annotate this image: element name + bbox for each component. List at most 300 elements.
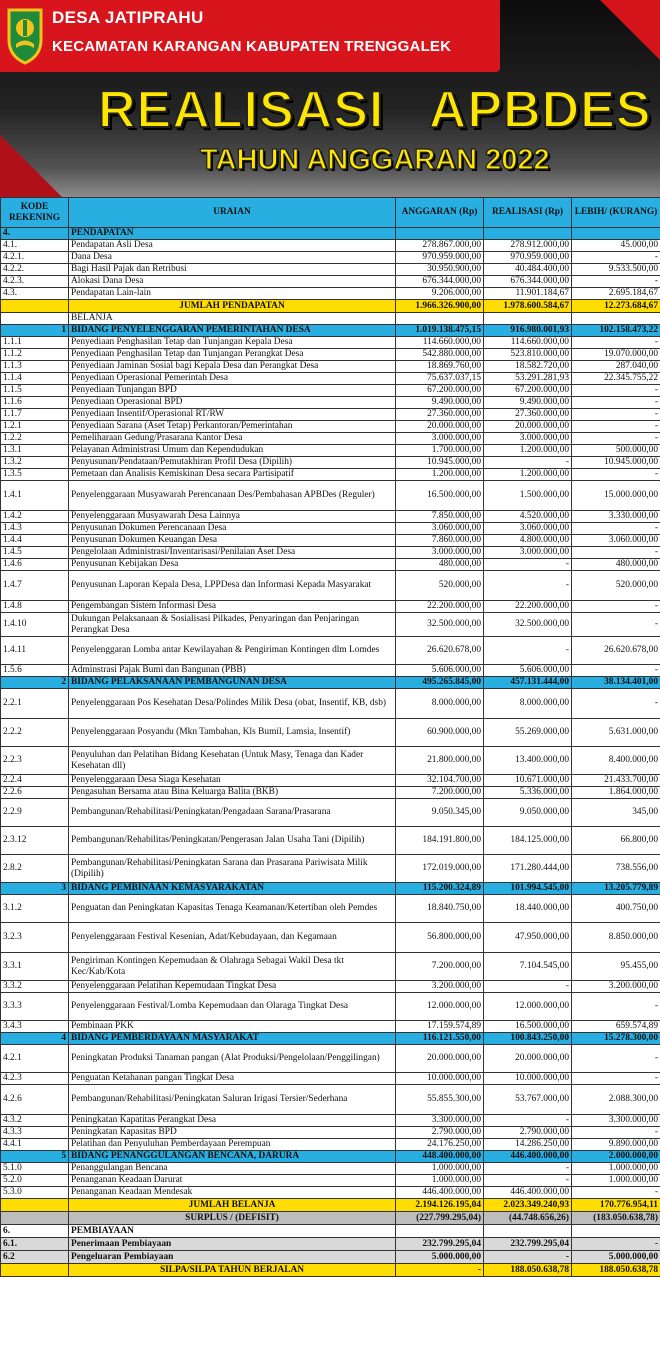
cell-realisasi: 47.950.000,00 bbox=[484, 923, 572, 953]
table-row bbox=[1, 747, 660, 775]
table-row bbox=[1, 397, 660, 409]
cell-kode: 3.4.3 bbox=[1, 1021, 69, 1033]
table-row bbox=[1, 1264, 660, 1277]
cell-lebih-kurang: 2.000.000,00 bbox=[572, 1151, 660, 1163]
cell-kode bbox=[1, 1199, 69, 1212]
cell-lebih-kurang: 8.850.000,00 bbox=[572, 923, 660, 953]
cell-anggaran: 32.500.000,00 bbox=[396, 613, 484, 637]
cell-anggaran: - bbox=[396, 1264, 484, 1277]
cell-realisasi: 53.291.281,93 bbox=[484, 373, 572, 385]
table-row bbox=[1, 637, 660, 665]
cell-kode: 6.2 bbox=[1, 1251, 69, 1264]
cell-uraian: Pembinaan PKK bbox=[69, 1021, 396, 1033]
table-row bbox=[1, 953, 660, 981]
table-row bbox=[1, 373, 660, 385]
cell-uraian: Penanganan Keadaan Mendesak bbox=[69, 1187, 396, 1199]
cell-anggaran: 20.000.000,00 bbox=[396, 421, 484, 433]
cell-uraian: BIDANG PENYELENGGARAN PEMERINTAHAN DESA bbox=[69, 325, 396, 337]
table-row bbox=[1, 787, 660, 799]
table-row bbox=[1, 1139, 660, 1151]
cell-uraian: SURPLUS / (DEFISIT) bbox=[69, 1212, 396, 1225]
cell-realisasi bbox=[484, 1225, 572, 1238]
cell-anggaran: 17.159.574,89 bbox=[396, 1021, 484, 1033]
cell-realisasi: 970.959.000,00 bbox=[484, 252, 572, 264]
table-row bbox=[1, 1163, 660, 1175]
header-uraian: URAIAN bbox=[69, 198, 396, 228]
cell-kode: 3 bbox=[1, 883, 69, 895]
cell-kode: 1.4.2 bbox=[1, 511, 69, 523]
cell-lebih-kurang: - bbox=[572, 337, 660, 349]
cell-realisasi: 5.336.000,00 bbox=[484, 787, 572, 799]
cell-uraian: Penyelenggaraan Musyawarah Perencanaan Des/Pembahasan APBDes (Reguler) bbox=[69, 481, 396, 511]
table-row bbox=[1, 535, 660, 547]
cell-uraian: Penyediaan Penghasilan Tetap dan Tunjangan Kepala Desa bbox=[69, 337, 396, 349]
table-body bbox=[1, 228, 660, 1277]
cell-lebih-kurang: 5.631.000,00 bbox=[572, 719, 660, 747]
cell-lebih-kurang: 2.695.184,67 bbox=[572, 288, 660, 300]
cell-lebih-kurang: - bbox=[572, 689, 660, 719]
table-row bbox=[1, 923, 660, 953]
cell-anggaran: 1.000.000,00 bbox=[396, 1175, 484, 1187]
cell-uraian: Penyusunan/Pendataan/Pemutakhiran Profil Desa (Dipilih) bbox=[69, 457, 396, 469]
cell-lebih-kurang: 1.000.000,00 bbox=[572, 1163, 660, 1175]
cell-kode: 1.2.2 bbox=[1, 433, 69, 445]
cell-lebih-kurang: 738.556,00 bbox=[572, 855, 660, 883]
table-row bbox=[1, 325, 660, 337]
table-row bbox=[1, 613, 660, 637]
cell-uraian: Penyuluhan dan Pelatihan Bidang Kesehatan (Untuk Masy, Tenaga dan Kader Kesehatan dll) bbox=[69, 747, 396, 775]
cell-kode bbox=[1, 313, 69, 325]
table-row bbox=[1, 511, 660, 523]
table-row bbox=[1, 1251, 660, 1264]
cell-kode: 4.4.1 bbox=[1, 1139, 69, 1151]
cell-anggaran: 26.620.678,00 bbox=[396, 637, 484, 665]
cell-uraian: Pembangunan/Rehabilitasi/Peningkatan/Pengadaan Sarana/Prasarana bbox=[69, 799, 396, 827]
cell-kode: 3.3.2 bbox=[1, 981, 69, 993]
table-row bbox=[1, 559, 660, 571]
cell-anggaran: 7.860.000,00 bbox=[396, 535, 484, 547]
cell-realisasi: 12.000.000,00 bbox=[484, 993, 572, 1021]
cell-lebih-kurang: 5.000.000,00 bbox=[572, 1251, 660, 1264]
cell-kode: 4. bbox=[1, 228, 69, 240]
cell-kode: 1.4.8 bbox=[1, 601, 69, 613]
cell-anggaran: 2.194.126.195,04 bbox=[396, 1199, 484, 1212]
cell-anggaran: 2.790.000,00 bbox=[396, 1127, 484, 1139]
cell-lebih-kurang: 66.800,00 bbox=[572, 827, 660, 855]
table-row bbox=[1, 240, 660, 252]
cell-lebih-kurang: 170.776.954,11 bbox=[572, 1199, 660, 1212]
cell-uraian: SILPA/SILPA TAHUN BERJALAN bbox=[69, 1264, 396, 1277]
cell-uraian: Penanggulangan Bencana bbox=[69, 1163, 396, 1175]
table-row bbox=[1, 1175, 660, 1187]
cell-anggaran: 446.400.000,00 bbox=[396, 1187, 484, 1199]
table-row bbox=[1, 547, 660, 559]
red-corner-decoration-left bbox=[0, 135, 62, 197]
cell-kode: 1.4.10 bbox=[1, 613, 69, 637]
table-row bbox=[1, 421, 660, 433]
sub-title: TAHUN ANGGARAN 2022 bbox=[200, 144, 550, 176]
cell-anggaran: 56.800.000,00 bbox=[396, 923, 484, 953]
cell-uraian: Peningkatan Produksi Tanaman pangan (Alat Produksi/Pengelolaan/Penggilingan) bbox=[69, 1045, 396, 1073]
cell-uraian: Pengasuhan Bersama atau Bina Keluarga Balita (BKB) bbox=[69, 787, 396, 799]
table-row bbox=[1, 993, 660, 1021]
cell-uraian: Penyediaan Sarana (Aset Tetap) Perkantoran/Pemerintahan bbox=[69, 421, 396, 433]
cell-anggaran: 18.840.750,00 bbox=[396, 895, 484, 923]
cell-realisasi: 9.050.000,00 bbox=[484, 799, 572, 827]
cell-realisasi: 446.400.000,00 bbox=[484, 1151, 572, 1163]
cell-realisasi: 232.799.295,04 bbox=[484, 1238, 572, 1251]
cell-anggaran: 27.360.000,00 bbox=[396, 409, 484, 421]
cell-lebih-kurang: - bbox=[572, 1073, 660, 1085]
cell-realisasi: - bbox=[484, 571, 572, 601]
cell-lebih-kurang: - bbox=[572, 1187, 660, 1199]
cell-kode: 1.3.2 bbox=[1, 457, 69, 469]
cell-lebih-kurang: 188.050.638,78 bbox=[572, 1264, 660, 1277]
cell-realisasi: 676.344.000,00 bbox=[484, 276, 572, 288]
cell-uraian: Penyediaan Insentif/Operasional RT/RW bbox=[69, 409, 396, 421]
cell-realisasi: 18.440.000,00 bbox=[484, 895, 572, 923]
table-row bbox=[1, 719, 660, 747]
table-row bbox=[1, 677, 660, 689]
main-title: REALISASI APBDES bbox=[98, 81, 652, 139]
cell-anggaran: 115.200.324,89 bbox=[396, 883, 484, 895]
cell-lebih-kurang: - bbox=[572, 1045, 660, 1073]
table-row bbox=[1, 385, 660, 397]
table-row bbox=[1, 1045, 660, 1073]
table-row bbox=[1, 1238, 660, 1251]
cell-anggaran: 184.191.800,00 bbox=[396, 827, 484, 855]
cell-realisasi: 171.280.444,00 bbox=[484, 855, 572, 883]
cell-uraian: Penguatan Ketahanan pangan Tingkat Desa bbox=[69, 1073, 396, 1085]
table-row bbox=[1, 689, 660, 719]
village-name: DESA JATIPRAHU bbox=[52, 8, 204, 27]
cell-realisasi: 32.500.000,00 bbox=[484, 613, 572, 637]
cell-anggaran: 3.300.000,00 bbox=[396, 1115, 484, 1127]
cell-kode: 4.3.3 bbox=[1, 1127, 69, 1139]
cell-uraian: Penyelenggaraan Musyawarah Desa Lainnya bbox=[69, 511, 396, 523]
cell-realisasi: 3.000.000,00 bbox=[484, 547, 572, 559]
cell-realisasi: - bbox=[484, 559, 572, 571]
cell-kode: 2.8.2 bbox=[1, 855, 69, 883]
cell-anggaran: 12.000.000,00 bbox=[396, 993, 484, 1021]
cell-uraian: Pemetaan dan Analisis Kemiskinan Desa secara Partisipatif bbox=[69, 469, 396, 481]
cell-anggaran: 448.400.000,00 bbox=[396, 1151, 484, 1163]
table-row bbox=[1, 1073, 660, 1085]
cell-kode: 4 bbox=[1, 1033, 69, 1045]
cell-realisasi: 16.500.000,00 bbox=[484, 1021, 572, 1033]
cell-lebih-kurang: 345,00 bbox=[572, 799, 660, 827]
cell-anggaran: 60.900.000,00 bbox=[396, 719, 484, 747]
table-row bbox=[1, 252, 660, 264]
cell-realisasi: 2.790.000,00 bbox=[484, 1127, 572, 1139]
cell-anggaran: 55.855.300,00 bbox=[396, 1085, 484, 1115]
cell-uraian: JUMLAH PENDAPATAN bbox=[69, 300, 396, 313]
cell-kode: 1.5.6 bbox=[1, 665, 69, 677]
cell-kode: 4.3. bbox=[1, 288, 69, 300]
cell-anggaran bbox=[396, 313, 484, 325]
table-row bbox=[1, 981, 660, 993]
cell-anggaran: 542.880.000,00 bbox=[396, 349, 484, 361]
cell-realisasi: 8.000.000,00 bbox=[484, 689, 572, 719]
cell-kode: 6. bbox=[1, 1225, 69, 1238]
cell-anggaran: 7.850.000,00 bbox=[396, 511, 484, 523]
cell-kode: 1.3.5 bbox=[1, 469, 69, 481]
cell-lebih-kurang: 500.000,00 bbox=[572, 445, 660, 457]
cell-uraian: Pendapatan Asli Desa bbox=[69, 240, 396, 252]
table-row bbox=[1, 665, 660, 677]
cell-anggaran: 1.019.138.475,15 bbox=[396, 325, 484, 337]
cell-anggaran: 970.959.000,00 bbox=[396, 252, 484, 264]
cell-lebih-kurang: 102.158.473,22 bbox=[572, 325, 660, 337]
table-row bbox=[1, 481, 660, 511]
cell-lebih-kurang: - bbox=[572, 547, 660, 559]
cell-lebih-kurang: 3.060.000,00 bbox=[572, 535, 660, 547]
cell-realisasi: 5.606.000,00 bbox=[484, 665, 572, 677]
cell-anggaran: 9.050.345,00 bbox=[396, 799, 484, 827]
cell-anggaran: 67.200.000,00 bbox=[396, 385, 484, 397]
cell-kode: 1.4.4 bbox=[1, 535, 69, 547]
cell-realisasi: - bbox=[484, 637, 572, 665]
cell-lebih-kurang: - bbox=[572, 993, 660, 1021]
cell-kode: 4.2.3 bbox=[1, 1073, 69, 1085]
cell-kode: 1.4.3 bbox=[1, 523, 69, 535]
cell-kode: 1.4.5 bbox=[1, 547, 69, 559]
cell-anggaran bbox=[396, 1225, 484, 1238]
cell-kode: 1.1.2 bbox=[1, 349, 69, 361]
cell-anggaran: 16.500.000,00 bbox=[396, 481, 484, 511]
cell-realisasi: 100.843.250,00 bbox=[484, 1033, 572, 1045]
cell-kode: 1.1.1 bbox=[1, 337, 69, 349]
table-row bbox=[1, 337, 660, 349]
cell-lebih-kurang: - bbox=[572, 523, 660, 535]
cell-lebih-kurang bbox=[572, 1225, 660, 1238]
cell-anggaran: 24.176.250,00 bbox=[396, 1139, 484, 1151]
cell-lebih-kurang: 3.300.000,00 bbox=[572, 1115, 660, 1127]
table-row bbox=[1, 433, 660, 445]
cell-realisasi: 3.000.000,00 bbox=[484, 433, 572, 445]
table-row bbox=[1, 469, 660, 481]
cell-kode bbox=[1, 300, 69, 313]
table-row bbox=[1, 571, 660, 601]
cell-realisasi: 7.104.545,00 bbox=[484, 953, 572, 981]
cell-realisasi: 1.200.000,00 bbox=[484, 469, 572, 481]
cell-realisasi: 101.994.545,00 bbox=[484, 883, 572, 895]
cell-realisasi: 40.484.400,00 bbox=[484, 264, 572, 276]
cell-lebih-kurang: 3.330.000,00 bbox=[572, 511, 660, 523]
cell-kode: 2.2.2 bbox=[1, 719, 69, 747]
table-row bbox=[1, 1187, 660, 1199]
table-row bbox=[1, 228, 660, 240]
cell-anggaran: (227.799.295,04) bbox=[396, 1212, 484, 1225]
table-row bbox=[1, 799, 660, 827]
cell-anggaran: 232.799.295,04 bbox=[396, 1238, 484, 1251]
cell-kode: 5.1.0 bbox=[1, 1163, 69, 1175]
cell-realisasi: 188.050.638,78 bbox=[484, 1264, 572, 1277]
cell-realisasi bbox=[484, 313, 572, 325]
cell-uraian: Penyusunan Kebijakan Desa bbox=[69, 559, 396, 571]
table-header-row bbox=[1, 198, 660, 228]
header-realisasi: REALISASI (Rp) bbox=[484, 198, 572, 228]
cell-realisasi: 20.000.000,00 bbox=[484, 421, 572, 433]
cell-uraian: BIDANG PELAKSANAAN PEMBANGUNAN DESA bbox=[69, 677, 396, 689]
cell-uraian: Penanganan Keadaan Darurat bbox=[69, 1175, 396, 1187]
cell-uraian: Alokasi Dana Desa bbox=[69, 276, 396, 288]
cell-realisasi: 10.671.000,00 bbox=[484, 775, 572, 787]
cell-uraian: Penerimaan Pembiayaan bbox=[69, 1238, 396, 1251]
table-row bbox=[1, 601, 660, 613]
cell-kode: 6.1. bbox=[1, 1238, 69, 1251]
budget-realization-table bbox=[0, 197, 660, 1277]
cell-lebih-kurang: 22.345.755,22 bbox=[572, 373, 660, 385]
cell-uraian: Pelayanan Administrasi Umum dan Kependudukan bbox=[69, 445, 396, 457]
cell-realisasi bbox=[484, 228, 572, 240]
table-row bbox=[1, 264, 660, 276]
cell-lebih-kurang: - bbox=[572, 276, 660, 288]
cell-anggaran: 18.869.760,00 bbox=[396, 361, 484, 373]
cell-kode: 4.2.3. bbox=[1, 276, 69, 288]
cell-uraian: Penyelenggaraan Posyandu (Mkn Tambahan, Kls Bumil, Lamsia, Insentif) bbox=[69, 719, 396, 747]
cell-lebih-kurang: 38.134.401,00 bbox=[572, 677, 660, 689]
cell-lebih-kurang: - bbox=[572, 613, 660, 637]
cell-lebih-kurang: 659.574,89 bbox=[572, 1021, 660, 1033]
table-row bbox=[1, 883, 660, 895]
cell-realisasi: 4.800.000,00 bbox=[484, 535, 572, 547]
cell-uraian: BIDANG PEMBINAAN KEMASYARAKATAN bbox=[69, 883, 396, 895]
cell-realisasi: - bbox=[484, 981, 572, 993]
cell-lebih-kurang: 19.070.000,00 bbox=[572, 349, 660, 361]
cell-kode bbox=[1, 1264, 69, 1277]
cell-uraian: BIDANG PENANGGULANGAN BENCANA, DARURA bbox=[69, 1151, 396, 1163]
cell-realisasi: 1.978.600.584,67 bbox=[484, 300, 572, 313]
cell-anggaran: 278.867.000,00 bbox=[396, 240, 484, 252]
cell-realisasi: - bbox=[484, 1175, 572, 1187]
cell-anggaran: 116.121.550,00 bbox=[396, 1033, 484, 1045]
cell-lebih-kurang: - bbox=[572, 397, 660, 409]
table-row bbox=[1, 300, 660, 313]
cell-lebih-kurang: 287.040,00 bbox=[572, 361, 660, 373]
cell-uraian: JUMLAH BELANJA bbox=[69, 1199, 396, 1212]
cell-anggaran: 75.637.037,15 bbox=[396, 373, 484, 385]
cell-uraian: Penyelenggaraan Desa Siaga Kesehatan bbox=[69, 775, 396, 787]
cell-realisasi: - bbox=[484, 1251, 572, 1264]
cell-uraian: Penyusunan Laporan Kepala Desa, LPPDesa dan Informasi Kepada Masyarakat bbox=[69, 571, 396, 601]
cell-uraian: Penyelenggaraan Pos Kesehatan Desa/Polindes Milik Desa (obat, Insentif, KB, dsb) bbox=[69, 689, 396, 719]
cell-anggaran: 676.344.000,00 bbox=[396, 276, 484, 288]
cell-uraian: Pembangunan/Rehabilitasi/Peningkatan Saluran Irigasi Tersier/Sederhana bbox=[69, 1085, 396, 1115]
cell-realisasi: 114.660.000,00 bbox=[484, 337, 572, 349]
cell-lebih-kurang: 15.000.000,00 bbox=[572, 481, 660, 511]
cell-kode: 3.3.3 bbox=[1, 993, 69, 1021]
cell-anggaran: 5.000.000,00 bbox=[396, 1251, 484, 1264]
cell-kode: 1 bbox=[1, 325, 69, 337]
header-kode-rekening: KODE REKENING bbox=[1, 198, 69, 228]
cell-anggaran: 3.000.000,00 bbox=[396, 433, 484, 445]
cell-kode: 4.2.2. bbox=[1, 264, 69, 276]
cell-realisasi: 11.901.184,67 bbox=[484, 288, 572, 300]
cell-kode: 4.2.1. bbox=[1, 252, 69, 264]
cell-uraian: Penyelenggaraan Festival/Lomba Kepemudaan dan Olaraga Tingkat Desa bbox=[69, 993, 396, 1021]
table-row bbox=[1, 1033, 660, 1045]
village-banner bbox=[0, 0, 500, 72]
table-row bbox=[1, 313, 660, 325]
table-row bbox=[1, 1021, 660, 1033]
cell-anggaran: 20.000.000,00 bbox=[396, 1045, 484, 1073]
cell-realisasi: 53.767.000,00 bbox=[484, 1085, 572, 1115]
cell-realisasi: - bbox=[484, 1115, 572, 1127]
cell-lebih-kurang: - bbox=[572, 385, 660, 397]
cell-realisasi: 1.200.000,00 bbox=[484, 445, 572, 457]
cell-realisasi: - bbox=[484, 457, 572, 469]
cell-realisasi: 446.400.000,00 bbox=[484, 1187, 572, 1199]
cell-kode: 4.2.6 bbox=[1, 1085, 69, 1115]
cell-kode: 1.1.7 bbox=[1, 409, 69, 421]
cell-anggaran: 30.950.900,00 bbox=[396, 264, 484, 276]
table-row bbox=[1, 457, 660, 469]
cell-anggaran: 7.200.000,00 bbox=[396, 953, 484, 981]
table-row bbox=[1, 1085, 660, 1115]
cell-anggaran: 10.945.000,00 bbox=[396, 457, 484, 469]
cell-realisasi: - bbox=[484, 1163, 572, 1175]
cell-realisasi: (44.748.656,26) bbox=[484, 1212, 572, 1225]
cell-uraian: Penyusunan Dokumen Perencanaan Desa bbox=[69, 523, 396, 535]
cell-realisasi: 27.360.000,00 bbox=[484, 409, 572, 421]
cell-anggaran: 495.265.845,00 bbox=[396, 677, 484, 689]
cell-kode: 5.2.0 bbox=[1, 1175, 69, 1187]
table-row bbox=[1, 409, 660, 421]
cell-lebih-kurang: 480.000,00 bbox=[572, 559, 660, 571]
cell-uraian: Dana Desa bbox=[69, 252, 396, 264]
cell-anggaran: 9.206.000,00 bbox=[396, 288, 484, 300]
cell-anggaran: 32.104.700,00 bbox=[396, 775, 484, 787]
table-row bbox=[1, 775, 660, 787]
cell-uraian: Penyediaan Operasional Pemerintah Desa bbox=[69, 373, 396, 385]
cell-lebih-kurang: 26.620.678,00 bbox=[572, 637, 660, 665]
cell-kode: 1.1.5 bbox=[1, 385, 69, 397]
cell-lebih-kurang: - bbox=[572, 252, 660, 264]
cell-anggaran: 8.000.000,00 bbox=[396, 689, 484, 719]
cell-lebih-kurang: - bbox=[572, 601, 660, 613]
cell-kode: 3.3.1 bbox=[1, 953, 69, 981]
page-header bbox=[0, 0, 660, 197]
cell-realisasi: 2.023.349.240,93 bbox=[484, 1199, 572, 1212]
cell-lebih-kurang: 95.455,00 bbox=[572, 953, 660, 981]
cell-lebih-kurang: - bbox=[572, 665, 660, 677]
cell-anggaran: 5.606.000,00 bbox=[396, 665, 484, 677]
cell-kode: 1.1.6 bbox=[1, 397, 69, 409]
cell-kode: 1.4.1 bbox=[1, 481, 69, 511]
cell-realisasi: 13.400.000,00 bbox=[484, 747, 572, 775]
cell-anggaran: 3.060.000,00 bbox=[396, 523, 484, 535]
cell-uraian: PEMBIAYAAN bbox=[69, 1225, 396, 1238]
cell-uraian: Penyediaan Operasional BPD bbox=[69, 397, 396, 409]
cell-anggaran: 114.660.000,00 bbox=[396, 337, 484, 349]
cell-uraian: Dukungan Pelaksanaan & Sosialisasi Pilkades, Penyaringan dan Penjaringan Perangkat Desa bbox=[69, 613, 396, 637]
cell-lebih-kurang bbox=[572, 228, 660, 240]
cell-anggaran: 480.000,00 bbox=[396, 559, 484, 571]
table-row bbox=[1, 1127, 660, 1139]
cell-anggaran: 9.490.000,00 bbox=[396, 397, 484, 409]
cell-lebih-kurang: - bbox=[572, 1127, 660, 1139]
table-row bbox=[1, 523, 660, 535]
cell-uraian: Penyelenggaraan Pelatihan Kepemudaan Tingkat Desa bbox=[69, 981, 396, 993]
cell-lebih-kurang: - bbox=[572, 421, 660, 433]
cell-anggaran: 1.000.000,00 bbox=[396, 1163, 484, 1175]
cell-realisasi: 55.269.000,00 bbox=[484, 719, 572, 747]
cell-anggaran: 1.700.000,00 bbox=[396, 445, 484, 457]
table-row bbox=[1, 349, 660, 361]
cell-anggaran: 1.200.000,00 bbox=[396, 469, 484, 481]
cell-realisasi: 523.810.000,00 bbox=[484, 349, 572, 361]
